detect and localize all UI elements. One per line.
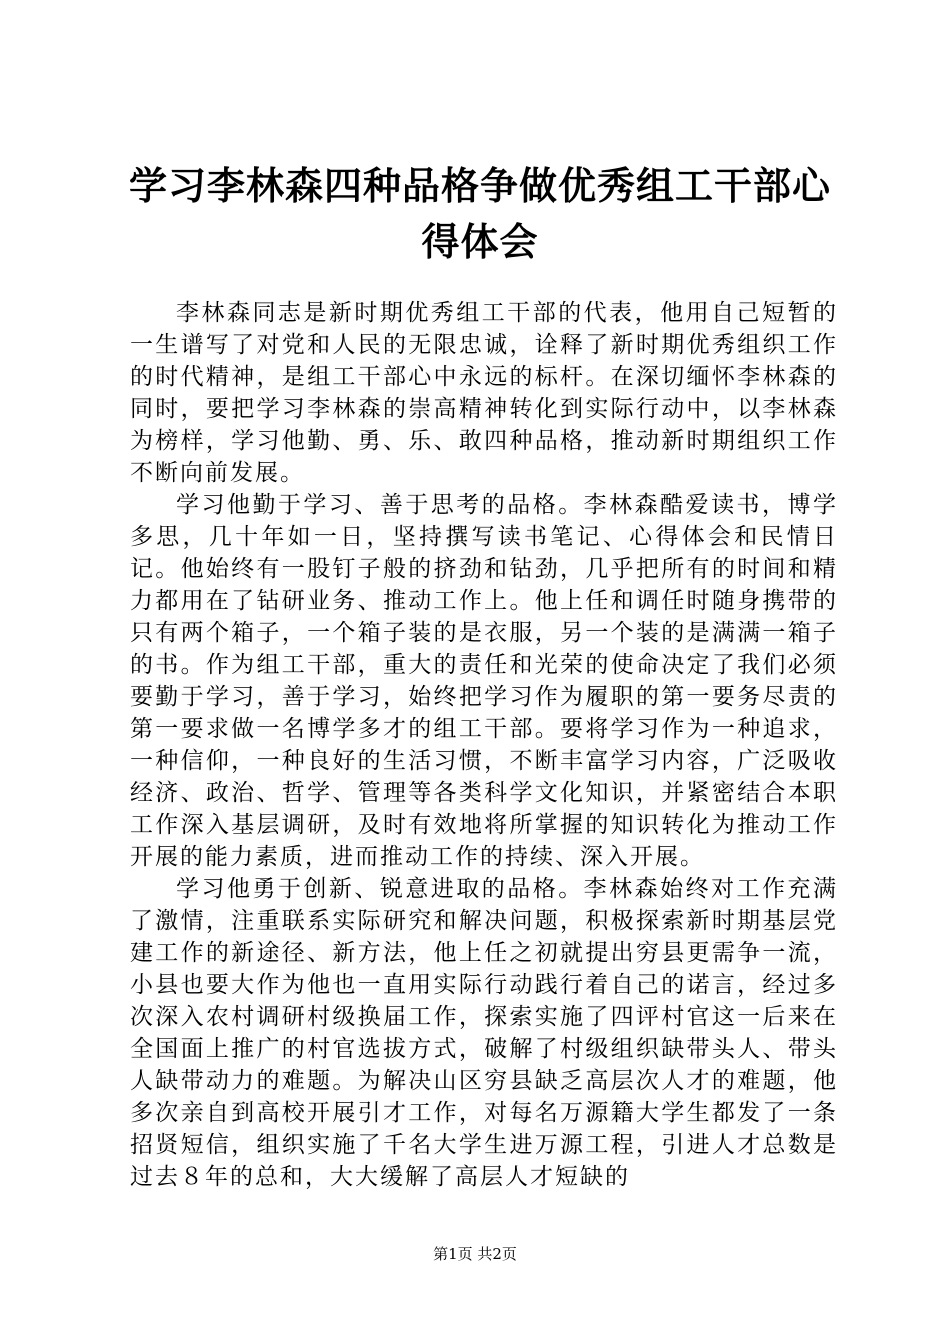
paragraph: 李林森同志是新时期优秀组工干部的代表，他用自己短暂的一生谱写了对党和人民的无限忠诚，诠释了新时期优秀组织工作的时代精神，是组工干部心中永远的标杆。在深切缅怀李林森的同时，要把学习李林森的崇高精神转化到实际行动中，以李林森为榜样，学习他勤、勇、乐、敢四种品格，推动新时期组织工作不断向前发展。 bbox=[130, 300, 838, 486]
paragraph: 学习他勤于学习、善于思考的品格。李林森酷爱读书，博学多思，几十年如一日，坚持撰写读书笔记、心得体会和民情日记。他始终有一股钉子般的挤劲和钻劲，几乎把所有的时间和精力都用在了钻研业务、推动工作上。他上任和调任时随身携带的只有两个箱子，一个箱子装的是衣服，另一个装的是满满一箱子的书。作为组工干部，重大的责任和光荣的使命决定了我们必须要勤于学习，善于学习，始终把学习作为履职的第一要务尽责的第一要求做一名博学多才的组工干部。要将学习作为一种追求，一种信仰，一种良好的生活习惯，不断丰富学习内容，广泛吸收经济、政治、哲学、管理等各类科学文化知识，并紧密结合本职工作深入基层调研，及时有效地将所掌握的知识转化为推动工作开展的能力素质，进而推动工作的持续、深入开展。 bbox=[130, 492, 838, 870]
document-body bbox=[130, 297, 838, 1193]
document-title: 学习李林森四种品格争做优秀组工干部心得体会 bbox=[128, 164, 831, 264]
paragraph: 学习他勇于创新、锐意进取的品格。李林森始终对工作充满了激情，注重联系实际研究和解决问题，积极探索新时期基层党建工作的新途径、新方法，他上任之初就提出穷县更需争一流，小县也要大作为他也一直用实际行动践行着自己的诺言，经过多次深入农村调研村级换届工作，探索实施了四评村官这一后来在全国面上推广的村官选拔方式，破解了村级组织缺带头人、带头人缺带动力的难题。为解决山区穷县缺乏高层次人才的难题，他多次亲自到高校开展引才工作，对每名万源籍大学生都发了一条招贤短信，组织实施了千名大学生进万源工程，引进人才总数是过去８年的总和，大大缓解了高层人才短缺的 bbox=[130, 876, 838, 1190]
page-footer: 第1页 共2页 bbox=[433, 1245, 517, 1263]
